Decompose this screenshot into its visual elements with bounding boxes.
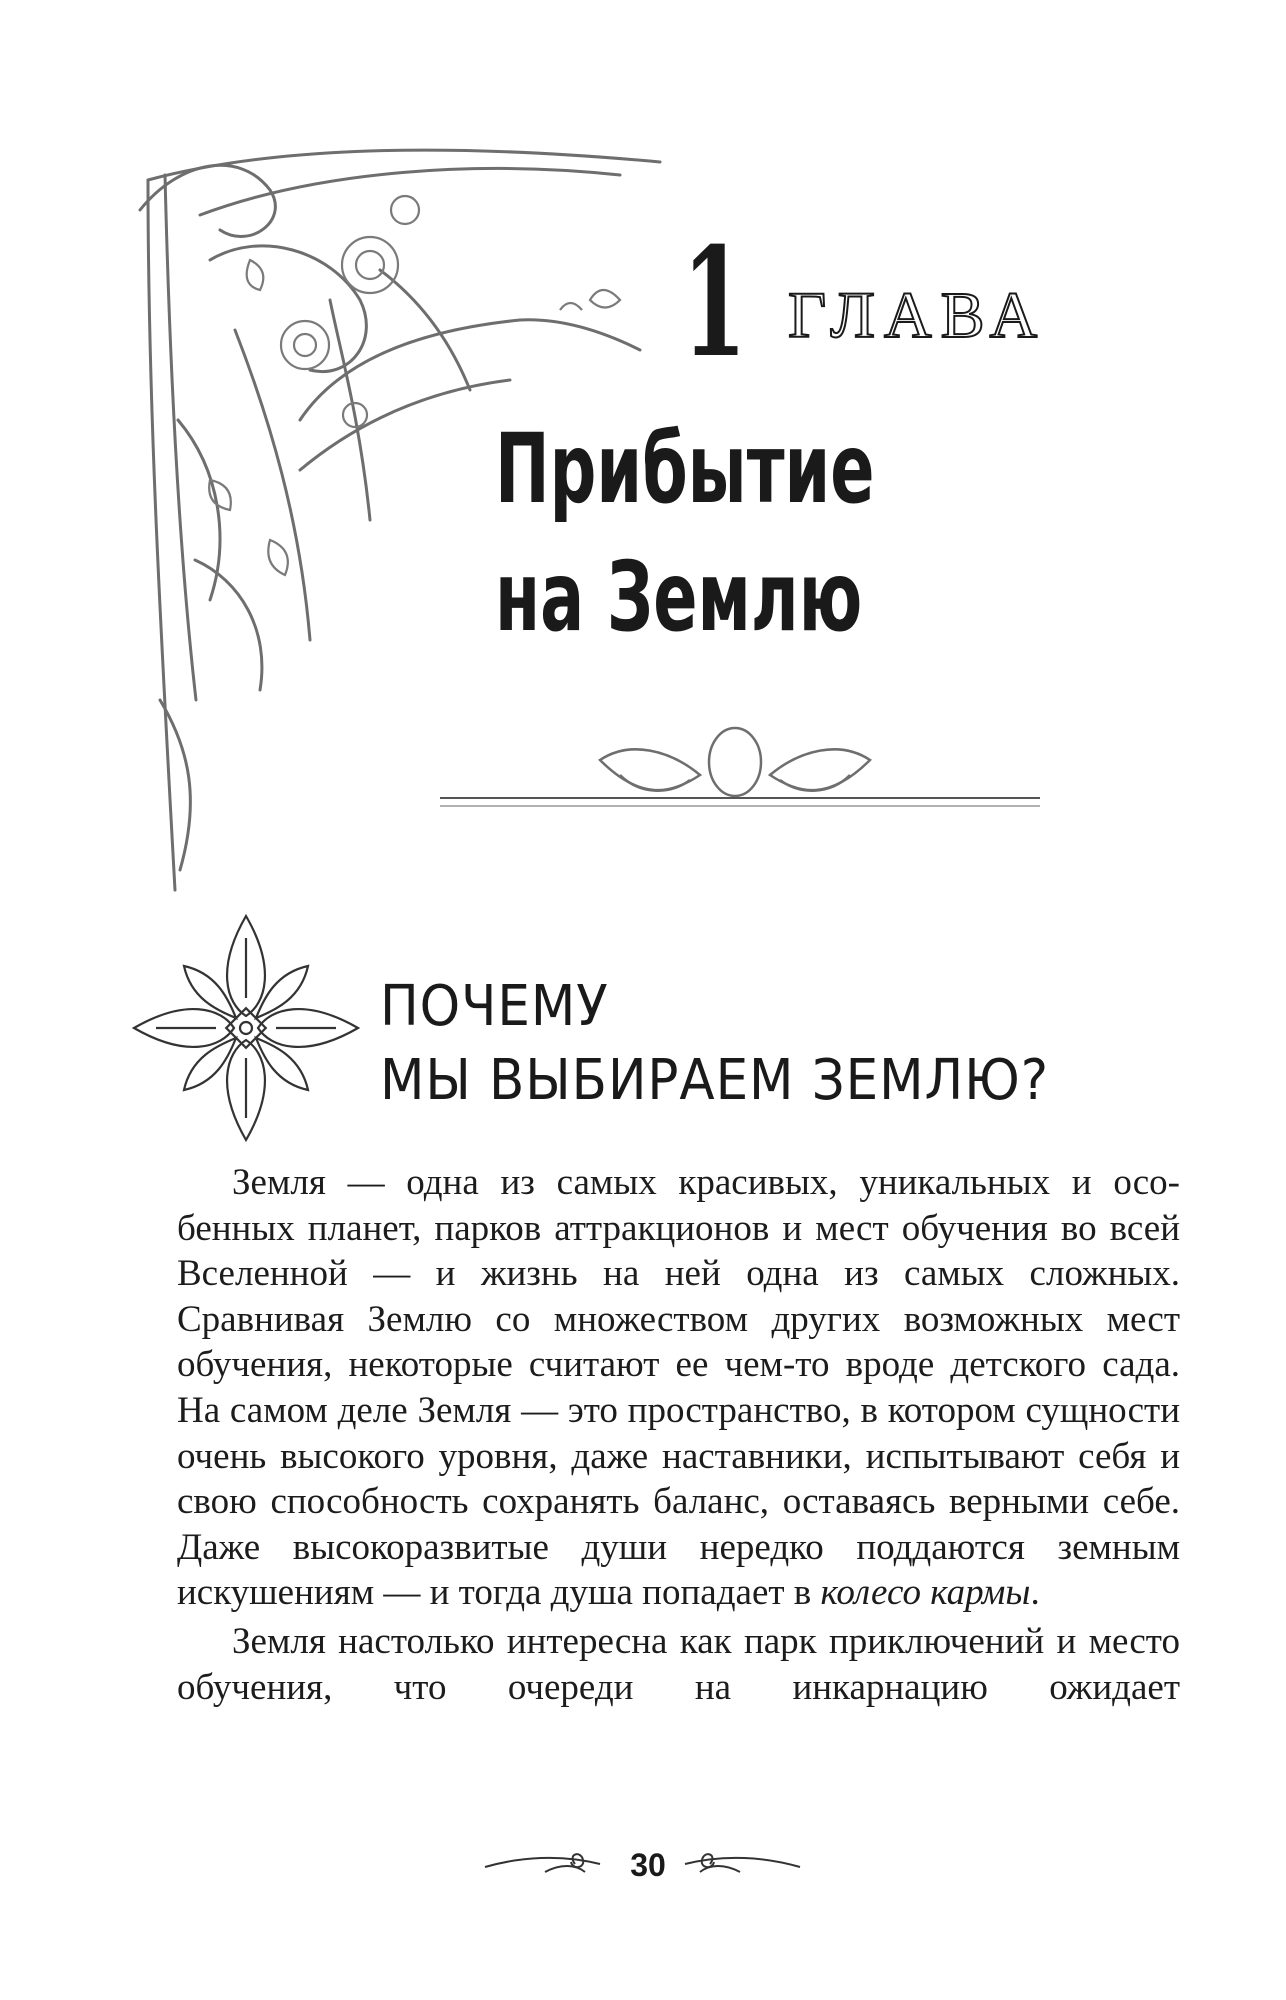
rosette-ornament — [126, 908, 366, 1148]
chapter-title-line-2: на Землю — [495, 541, 863, 653]
chapter-number: 1 — [682, 215, 747, 391]
page-number: 30 — [630, 1847, 666, 1883]
chapter-label: ГЛАВА — [788, 279, 1047, 352]
section-heading-line-1: ПОЧЕМУ — [380, 974, 609, 1039]
paragraph: Земля настолько интересна как парк приключений и место обучения, что очереди на инкарнацию ожидает — [177, 1620, 1180, 1708]
section-heading — [380, 970, 1049, 1118]
chapter-title — [495, 405, 917, 661]
emphasis-term: колесо кармы — [820, 1572, 1031, 1614]
section-heading-line-2: МЫ ВЫБИРАЕМ ЗЕМЛЮ? — [380, 1048, 1049, 1113]
chapter-title-line-1: Прибытие — [495, 413, 875, 525]
paragraph: Земля — одна из самых красивых, уникальных и особенных планет, парков аттракционов и мест обучения во всей Вселенной — и жизнь на ней одна из самых сложных. Сравнивая Землю со множеством других возможных мест обучения, некоторые считают ее чем-то вроде детского сада. На самом деле Земля — это пространство, в котором сущности очень высокого уровня, даже наставники, испытывают себя и свою способность сохранять баланс, оставаясь верными себе. Даже высокоразвитые души нередко поддаются земным искушениям — и тогда душа попадает в колесо кармы. — [177, 1162, 1180, 1614]
body-text — [177, 1160, 1180, 1710]
